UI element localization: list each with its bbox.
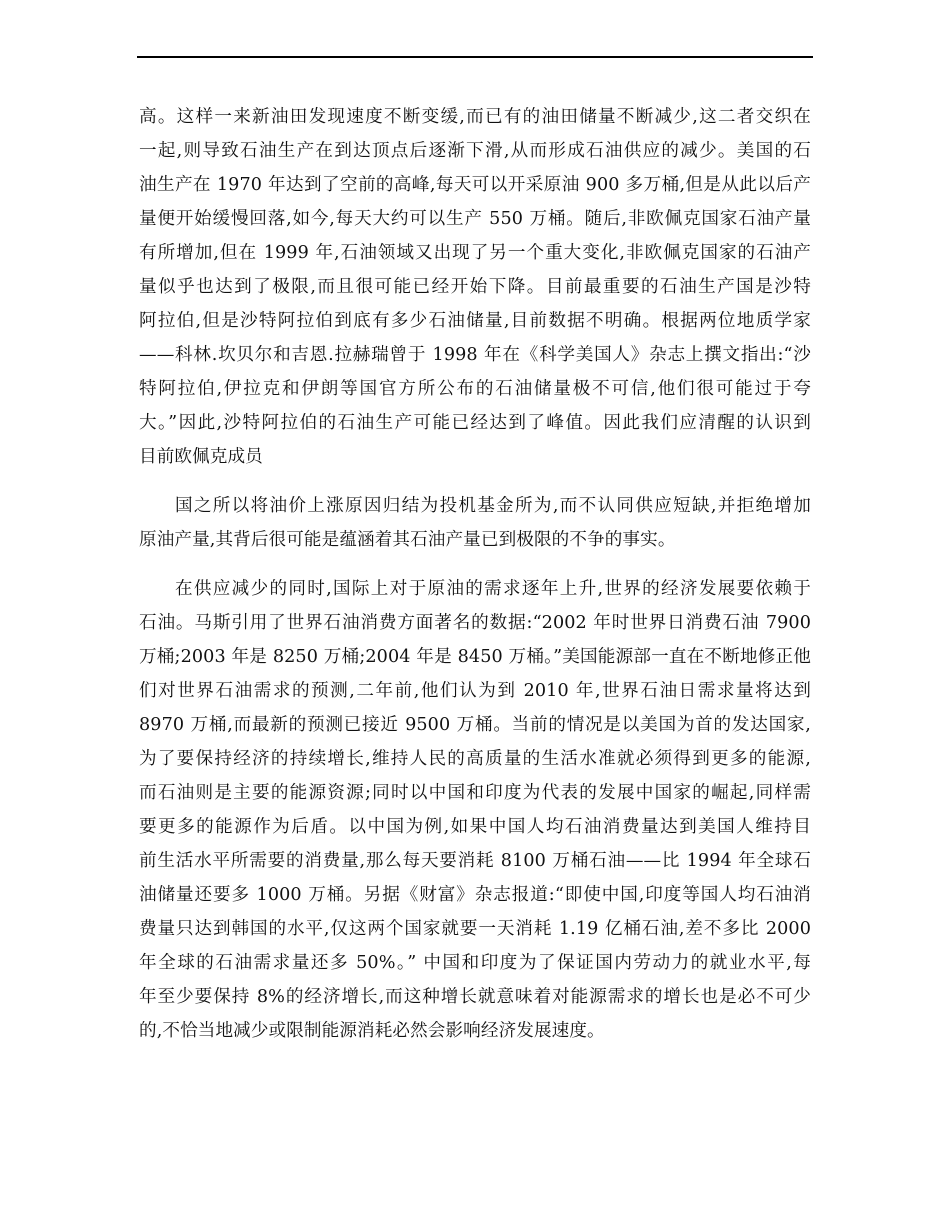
text-line: 前生活水平所需要的消费量,那么每天要消耗 8100 万桶石油——比 1994 年全球石 — [139, 851, 811, 871]
text-line: 8970 万桶,而最新的预测已接近 9500 万桶。当前的情况是以美国为首的发达国家, — [139, 715, 811, 735]
text-line: 费量只达到韩国的水平,仅这两个国家就要一天消耗 1.19 亿桶石油,差不多比 2000 — [139, 919, 811, 939]
text-line: 油生产在 1970 年达到了空前的高峰,每天可以开采原油 900 多万桶,但是从此以后产 — [139, 175, 811, 195]
text-line: 的,不恰当地减少或限制能源消耗必然会影响经济发展速度。 — [139, 1021, 605, 1041]
paragraph-3 — [139, 572, 811, 1048]
text-line: 阿拉伯,但是沙特阿拉伯到底有多少石油储量,目前数据不明确。根据两位地质学家 — [139, 311, 811, 331]
paragraph-1 — [139, 100, 811, 474]
text-line: 年全球的石油需求量还多 50%。” 中国和印度为了保证国内劳动力的就业水平,每 — [139, 953, 811, 973]
text-line: ——科林.坎贝尔和吉恩.拉赫瑞曾于 1998 年在《科学美国人》杂志上撰文指出:“沙 — [139, 345, 811, 365]
text-line: 高。这样一来新油田发现速度不断变缓,而已有的油田储量不断减少,这二者交织在 — [139, 107, 811, 127]
text-line: 国之所以将油价上涨原因归结为投机基金所为,而不认同供应短缺,并拒绝增加 — [175, 496, 811, 516]
text-line: 量便开始缓慢回落,如今,每天大约可以生产 550 万桶。随后,非欧佩克国家石油产量 — [139, 209, 811, 229]
text-line: 而石油则是主要的能源资源;同时以中国和印度为代表的发展中国家的崛起,同样需 — [139, 783, 811, 803]
text-line: 量似乎也达到了极限,而且很可能已经开始下降。目前最重要的石油生产国是沙特 — [139, 277, 811, 297]
text-line: 一起,则导致石油生产在到达顶点后逐渐下滑,从而形成石油供应的减少。美国的石 — [139, 141, 811, 161]
text-line: 特阿拉伯,伊拉克和伊朗等国官方所公布的石油储量极不可信,他们很可能过于夸 — [139, 379, 811, 399]
text-line: 大。”因此,沙特阿拉伯的石油生产可能已经达到了峰值。因此我们应清醒的认识到 — [139, 413, 811, 433]
text-line: 有所增加,但在 1999 年,石油领域又出现了另一个重大变化,非欧佩克国家的石油产 — [139, 243, 811, 263]
text-line: 为了要保持经济的持续增长,维持人民的高质量的生活水准就必须得到更多的能源, — [139, 749, 811, 769]
text-line: 原油产量,其背后很可能是蕴涵着其石油产量已到极限的不争的事实。 — [139, 530, 676, 550]
paragraph-2 — [139, 489, 811, 557]
text-line: 万桶;2003 年是 8250 万桶;2004 年是 8450 万桶。”美国能源部一直在不断地修正他 — [139, 647, 811, 667]
text-line: 石油。马斯引用了世界石油消费方面著名的数据:“2002 年时世界日消费石油 7900 — [139, 613, 811, 633]
text-line: 油储量还要多 1000 万桶。另据《财富》杂志报道:“即使中国,印度等国人均石油消 — [139, 885, 811, 905]
text-line: 目前欧佩克成员 — [139, 447, 263, 467]
text-line: 在供应减少的同时,国际上对于原油的需求逐年上升,世界的经济发展要依赖于 — [175, 579, 811, 599]
text-line: 年至少要保持 8%的经济增长,而这种增长就意味着对能源需求的增长也是必不可少 — [139, 987, 811, 1007]
header-rule — [137, 56, 813, 58]
text-line: 要更多的能源作为后盾。以中国为例,如果中国人均石油消费量达到美国人维持目 — [139, 817, 811, 837]
body-text — [139, 100, 811, 1048]
text-line: 们对世界石油需求的预测,二年前,他们认为到 2010 年,世界石油日需求量将达到 — [139, 681, 811, 701]
